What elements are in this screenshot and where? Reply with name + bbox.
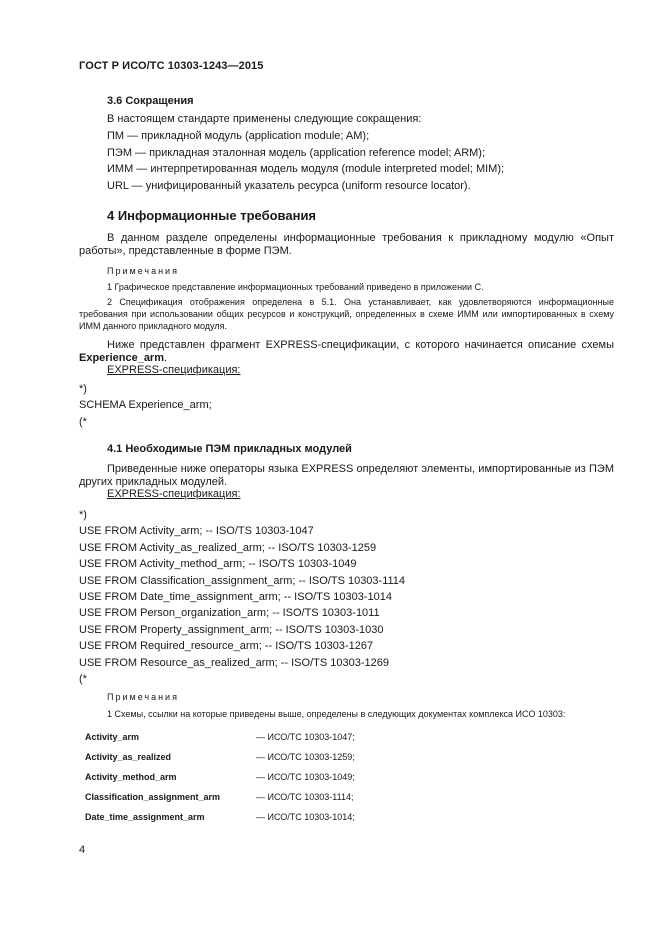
schema-ref-doc: — ИСО/ТС 10303-1259; [256, 752, 355, 762]
schema-ref-doc: — ИСО/ТС 10303-1114; [256, 792, 354, 802]
code-line: USE FROM Classification_assignment_arm; -- ISO/TS 10303-1114 [79, 574, 406, 587]
abbr-item: ИММ — интерпретированная модель модуля (module interpreted model; MIM); [107, 163, 505, 175]
section-4-heading: 4 Информационные требования [107, 208, 317, 223]
document-header: ГОСТ Р ИСО/ТС 10303-1243—2015 [79, 60, 264, 72]
express-spec-label: EXPRESS-спецификация: [107, 364, 241, 376]
schema-ref-name: Activity_as_realized [85, 752, 172, 762]
code-line: USE FROM Activity_method_arm; -- ISO/TS 10303-1049 [79, 558, 357, 571]
code-line: USE FROM Activity_as_realized_arm; -- ISO/TS 10303-1259 [79, 541, 377, 554]
code-line: USE FROM Date_time_assignment_arm; -- ISO/TS 10303-1014 [79, 591, 393, 604]
page-number: 4 [79, 844, 86, 856]
code-line: USE FROM Person_organization_arm; -- ISO/TS 10303-1011 [79, 607, 380, 620]
code-line: *) [79, 383, 87, 395]
code-line: USE FROM Activity_arm; -- ISO/TS 10303-1047 [79, 525, 314, 538]
section-4-paragraph-2 [79, 339, 614, 365]
paragraph-end: . [164, 352, 168, 364]
schema-ref-name: Date_time_assignment_arm [85, 812, 205, 822]
abbr-item: URL — унифицированный указатель ресурса (uniform resource locator). [107, 180, 471, 192]
abbr-item: ПМ — прикладной модуль (application module; AM); [107, 130, 370, 142]
note-1: 1 Графическое представление информационных требований приведено в приложении С. [107, 282, 484, 292]
schema-ref-doc: — ИСО/ТС 10303-1049; [256, 772, 355, 782]
code-line: USE FROM Required_resource_arm; -- ISO/TS 10303-1267 [79, 640, 374, 653]
section-3-6-heading: 3.6 Сокращения [107, 95, 194, 107]
schema-ref-doc: — ИСО/ТС 10303-1047; [256, 732, 355, 742]
note-2: 2 Спецификация отображения определена в 5.1. Она устанавливает, как удовлетворяются информационные требования при использовании общих ресурсов и конструкций, определенных в схеме ИММ или импортированных в схему ИММ данного прикладного модуля. [79, 297, 614, 331]
abbr-item: ПЭМ — прикладная эталонная модель (application reference model; ARM); [107, 147, 486, 159]
code-block [79, 507, 405, 687]
schema-name: Experience_arm [79, 352, 164, 364]
schema-ref-doc: — ИСО/ТС 10303-1014; [256, 812, 355, 822]
code-line: (* [79, 415, 87, 428]
code-line: SCHEMA Experience_arm; [79, 399, 212, 412]
code-line: USE FROM Resource_as_realized_arm; -- ISO/TS 10303-1269 [79, 656, 389, 669]
code-block [79, 381, 212, 430]
section-4-1-paragraph: Приведенные ниже операторы языка EXPRESS определяют элементы, импортированные из ПЭМ других прикладных модулей. [79, 463, 614, 488]
paragraph-text: Ниже представлен фрагмент EXPRESS-спецификации, с которого начинается описание схемы [107, 339, 614, 351]
section-3-6-intro: В настоящем стандарте применены следующие сокращения: [107, 113, 422, 125]
code-line: (* [79, 673, 87, 686]
schema-ref-name: Activity_arm [85, 732, 140, 742]
schema-ref-name: Classification_assignment_arm [85, 792, 221, 802]
express-spec-label: EXPRESS-спецификация: [107, 488, 241, 500]
notes-title: Примечания [107, 266, 179, 276]
code-line: USE FROM Property_assignment_arm; -- ISO/TS 10303-1030 [79, 623, 384, 636]
section-4-1-heading: 4.1 Необходимые ПЭМ прикладных модулей [107, 443, 352, 455]
code-line: *) [79, 509, 87, 521]
notes-title: Примечания [107, 692, 179, 702]
section-4-paragraph: В данном разделе определены информационные требования к прикладному модулю «Опыт работы», представленные в форме ПЭМ. [79, 232, 614, 257]
note-1: 1 Схемы, ссылки на которые приведены выше, определены в следующих документах комплекса ИСО 10303: [107, 709, 566, 719]
schema-ref-name: Activity_method_arm [85, 772, 177, 782]
